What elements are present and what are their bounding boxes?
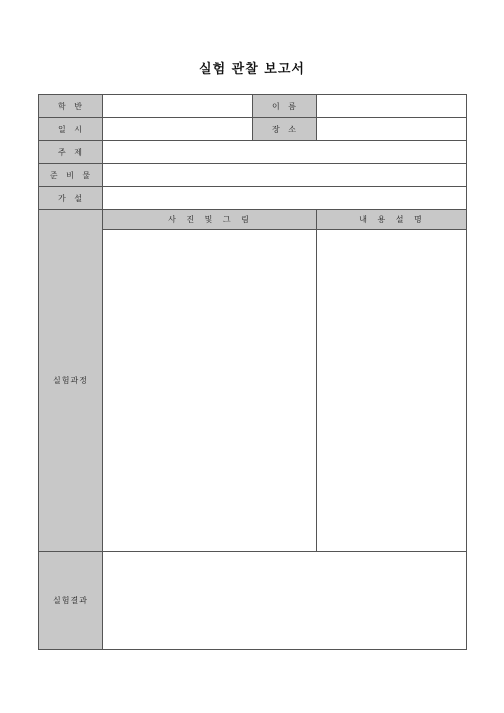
header-photo-drawing: 사 진 및 그 림	[103, 210, 317, 230]
header-description: 내 용 설 명	[317, 210, 467, 230]
materials-field[interactable]	[103, 164, 467, 187]
report-form	[38, 94, 467, 650]
description-area[interactable]	[317, 230, 467, 552]
place-field[interactable]	[317, 118, 467, 141]
label-class-number: 학 반	[39, 95, 103, 118]
label-place: 장 소	[253, 118, 317, 141]
name-field[interactable]	[317, 95, 467, 118]
label-subject: 주 제	[39, 141, 103, 164]
label-date: 일 시	[39, 118, 103, 141]
page-title: 실험 관찰 보고서	[199, 62, 305, 77]
label-name: 이 름	[253, 95, 317, 118]
date-field[interactable]	[103, 118, 253, 141]
result-area[interactable]	[103, 552, 467, 650]
label-materials: 준 비 물	[39, 164, 103, 187]
hypothesis-field[interactable]	[103, 187, 467, 210]
photo-drawing-area[interactable]	[103, 230, 317, 552]
subject-field[interactable]	[103, 141, 467, 164]
label-result: 실험결과	[39, 552, 103, 650]
label-process: 실험과정	[39, 210, 103, 552]
label-hypothesis: 가 설	[39, 187, 103, 210]
class-number-field[interactable]	[103, 95, 253, 118]
